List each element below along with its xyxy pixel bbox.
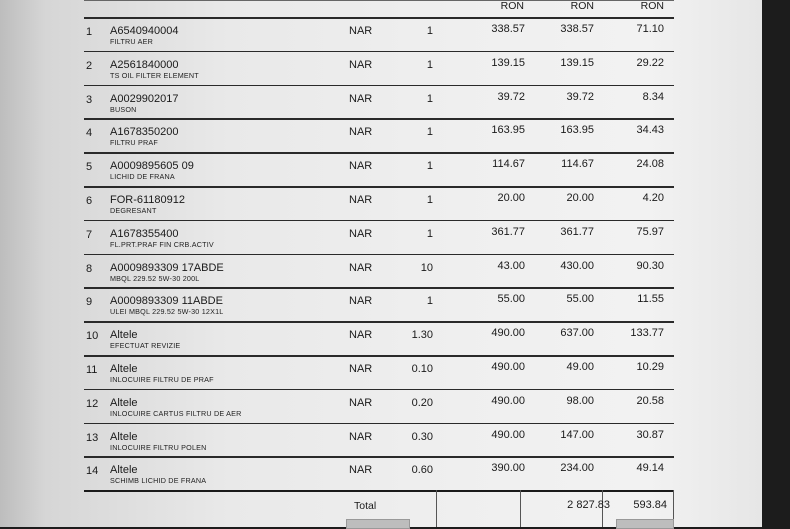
line-vat: 29.22	[636, 56, 664, 69]
item-description: INLOCUIRE CARTUS FILTRU DE AER	[110, 408, 242, 418]
row-number: 5	[86, 161, 93, 174]
line-vat: 4.20	[642, 192, 664, 204]
currency-label-price: RON	[500, 0, 524, 12]
total-rule	[84, 490, 674, 492]
row-number: 1	[86, 26, 93, 38]
item-code: A2561840000	[110, 58, 179, 71]
line-value: 98.00	[566, 394, 594, 407]
table-row	[0, 355, 762, 389]
unit-of-measure: NAR	[349, 126, 373, 139]
row-number: 14	[86, 465, 99, 478]
row-number: 9	[86, 296, 93, 309]
unit-price: 55.00	[497, 293, 525, 306]
line-vat: 133.77	[630, 327, 664, 340]
stamp-fragment	[346, 519, 410, 529]
table-row	[0, 456, 762, 490]
total-value: 2 827.83	[567, 499, 610, 511]
table-row	[0, 321, 762, 355]
row-divider	[84, 287, 674, 289]
line-value: 637.00	[560, 327, 594, 340]
line-value: 338.57	[560, 23, 594, 35]
item-code: Altele	[110, 430, 138, 443]
unit-of-measure: NAR	[349, 295, 373, 308]
item-code: A0029902017	[110, 92, 179, 105]
row-divider	[84, 152, 674, 154]
item-code: A1678350200	[110, 126, 179, 139]
unit-price: 20.00	[497, 192, 525, 204]
unit-of-measure: NAR	[349, 92, 373, 105]
line-value: 55.00	[566, 293, 594, 306]
line-vat: 30.87	[636, 428, 664, 441]
unit-of-measure: NAR	[349, 261, 373, 274]
line-vat: 90.30	[636, 259, 664, 272]
unit-price: 490.00	[491, 327, 525, 340]
unit-of-measure: NAR	[349, 430, 373, 443]
total-separator	[520, 490, 521, 527]
line-vat: 71.10	[636, 23, 664, 35]
total-label: Total	[354, 500, 377, 512]
item-code: FOR-61180912	[110, 194, 186, 206]
quantity: 1	[426, 295, 433, 308]
row-number: 11	[86, 364, 98, 376]
line-value: 114.67	[561, 158, 594, 171]
unit-of-measure: NAR	[349, 464, 373, 477]
item-description: SCHIMB LICHID DE FRANA	[110, 476, 207, 486]
unit-price: 490.00	[491, 428, 525, 441]
table-row	[0, 51, 762, 85]
unit-of-measure: NAR	[349, 396, 373, 409]
item-description: FILTRU PRAF	[110, 138, 158, 148]
line-value: 20.00	[566, 192, 594, 204]
quantity: 1	[426, 126, 433, 139]
table-row	[0, 287, 762, 321]
line-value: 139.15	[560, 56, 594, 69]
item-description: MBQL 229.52 5W-30 200L	[110, 273, 200, 283]
table-row	[0, 85, 762, 119]
quantity: 1.30	[411, 329, 433, 342]
row-number: 2	[86, 59, 93, 72]
quantity: 0.20	[411, 396, 433, 409]
line-value: 39.72	[566, 90, 594, 103]
row-divider	[84, 186, 674, 188]
item-code: A0009893309 11ABDE	[110, 295, 223, 308]
row-number: 13	[86, 431, 99, 444]
item-code: A1678355400	[110, 227, 179, 240]
line-value: 163.95	[560, 124, 594, 137]
unit-of-measure: NAR	[349, 329, 373, 342]
table-row	[0, 254, 762, 288]
table-row	[0, 389, 762, 423]
unit-price: 490.00	[491, 394, 525, 407]
currency-label-value: RON	[570, 0, 594, 12]
line-vat: 24.08	[636, 158, 664, 171]
item-description: TS OIL FILTER ELEMENT	[110, 70, 199, 80]
row-divider	[84, 51, 674, 53]
item-description: FILTRU AER	[110, 37, 154, 46]
line-value: 49.00	[566, 361, 594, 373]
table-row	[0, 152, 762, 186]
row-number: 3	[86, 93, 93, 106]
item-description: LICHID DE FRANA	[110, 172, 175, 182]
quantity: 1	[426, 227, 433, 240]
row-number: 6	[86, 195, 93, 207]
line-vat: 10.29	[636, 361, 664, 373]
unit-price: 43.00	[497, 259, 525, 272]
unit-price: 490.00	[491, 361, 525, 373]
line-value: 430.00	[560, 259, 594, 272]
quantity: 1	[426, 194, 433, 206]
stamp-fragment	[616, 519, 674, 529]
unit-of-measure: NAR	[349, 25, 373, 37]
unit-of-measure: NAR	[349, 227, 373, 240]
line-vat: 49.14	[636, 462, 664, 475]
table-row	[0, 186, 762, 220]
unit-of-measure: NAR	[349, 363, 373, 375]
row-divider	[84, 118, 674, 120]
unit-price: 39.72	[497, 90, 525, 103]
item-description: EFECTUAT REVIZIE	[110, 341, 181, 351]
quantity: 0.30	[411, 430, 433, 443]
row-number: 8	[86, 262, 93, 275]
table-row	[0, 423, 762, 457]
line-vat: 34.43	[636, 124, 664, 137]
line-vat: 8.34	[642, 90, 664, 103]
item-code: A0009893309 17ABDE	[110, 261, 224, 274]
row-divider	[84, 254, 674, 256]
row-divider	[84, 17, 674, 19]
quantity: 10	[420, 261, 433, 274]
quantity: 1	[426, 25, 433, 37]
item-description: BUSON	[110, 104, 137, 114]
quantity: 0.10	[411, 363, 433, 375]
row-divider	[84, 456, 674, 458]
line-value: 234.00	[560, 462, 594, 475]
unit-of-measure: NAR	[349, 160, 373, 173]
unit-of-measure: NAR	[349, 58, 373, 71]
row-divider	[84, 423, 674, 425]
row-number: 7	[86, 228, 93, 241]
line-value: 361.77	[560, 225, 594, 238]
table-row	[0, 118, 762, 152]
unit-price: 114.67	[492, 158, 525, 171]
total-vat: 593.84	[633, 499, 667, 511]
row-divider	[84, 389, 674, 391]
item-code: A0009895605 09	[110, 160, 194, 173]
item-code: Altele	[110, 363, 138, 375]
row-number: 4	[86, 127, 93, 140]
table-row	[0, 17, 762, 51]
quantity: 1	[426, 160, 433, 173]
total-separator	[436, 490, 437, 527]
row-number: 10	[86, 330, 99, 343]
item-code: Altele	[110, 396, 138, 409]
line-vat: 11.55	[637, 293, 664, 306]
row-divider	[84, 321, 674, 323]
row-number: 12	[86, 397, 99, 410]
quantity: 1	[426, 92, 433, 105]
item-code: Altele	[110, 329, 138, 342]
unit-price: 361.77	[491, 225, 525, 238]
item-description: INLOCUIRE FILTRU DE PRAF	[110, 375, 214, 384]
currency-label-vat: RON	[640, 0, 664, 12]
row-divider	[84, 355, 674, 357]
unit-price: 390.00	[491, 462, 525, 475]
item-description: DEGRESANT	[110, 206, 157, 215]
line-vat: 75.97	[636, 225, 664, 238]
line-value: 147.00	[560, 428, 594, 441]
unit-price: 338.57	[491, 23, 525, 35]
item-description: ULEI MBQL 229.52 5W-30 12X1L	[110, 307, 224, 317]
row-divider	[84, 220, 674, 222]
item-code: Altele	[110, 464, 138, 477]
unit-price: 139.15	[491, 56, 525, 69]
item-code: A6540940004	[110, 25, 179, 37]
table-row	[0, 220, 762, 254]
item-description: FL.PRT.PRAF FIN CRB.ACTIV	[110, 239, 214, 249]
item-description: INLOCUIRE FILTRU POLEN	[110, 442, 207, 452]
unit-of-measure: NAR	[349, 194, 373, 206]
quantity: 0.60	[411, 464, 433, 477]
row-divider	[84, 85, 674, 87]
unit-price: 163.95	[491, 124, 525, 137]
quantity: 1	[426, 58, 433, 71]
line-vat: 20.58	[636, 394, 664, 407]
